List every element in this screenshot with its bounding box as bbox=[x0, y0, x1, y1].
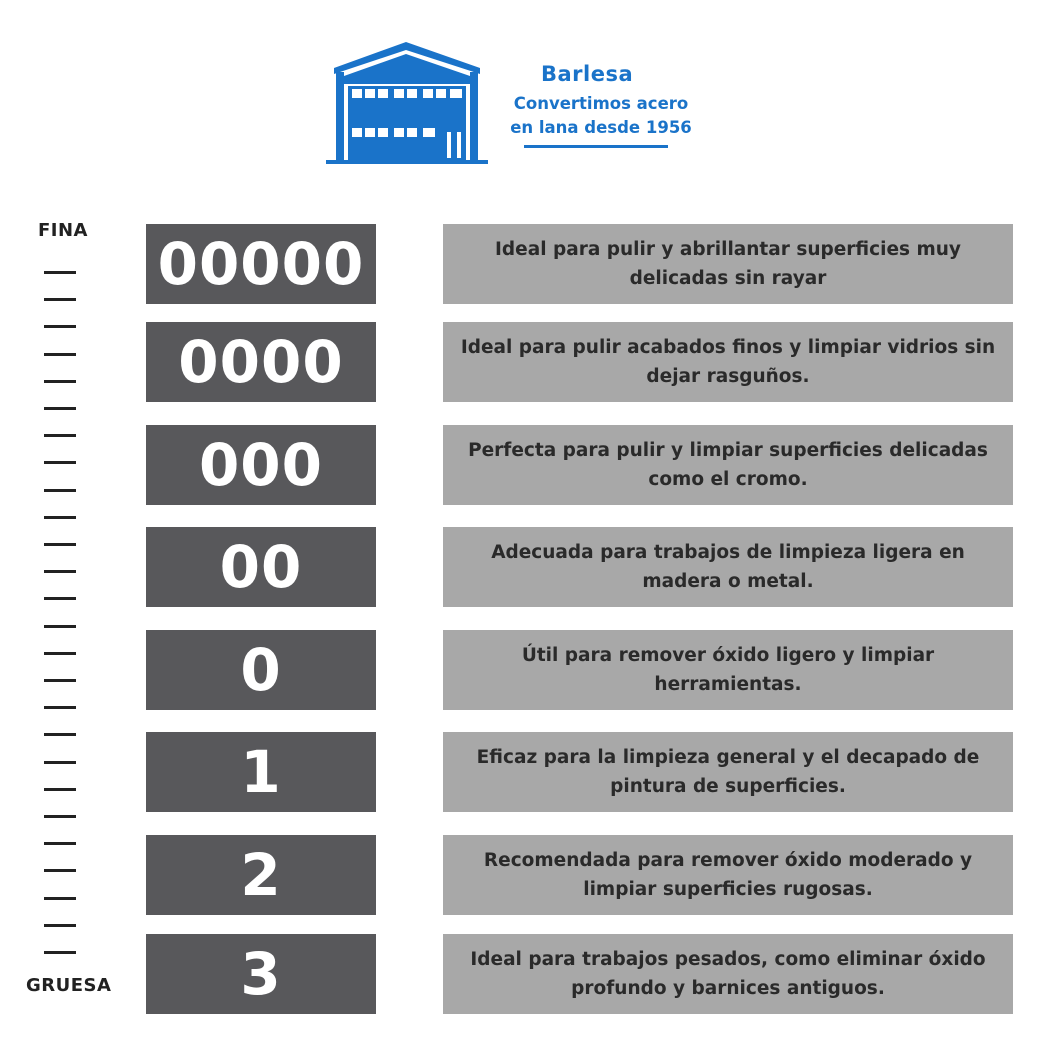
brand-tagline-line-2: en lana desde 1956 bbox=[510, 118, 692, 137]
scale-tick bbox=[44, 543, 76, 546]
scale-tick bbox=[44, 325, 76, 328]
brand-logo bbox=[326, 40, 706, 170]
factory-building-icon bbox=[326, 40, 491, 168]
grade-description-0000: Ideal para pulir acabados finos y limpiar vidrios sin dejar rasguños. bbox=[443, 322, 1013, 402]
scale-tick bbox=[44, 625, 76, 628]
scale-tick bbox=[44, 679, 76, 682]
grade-description-3: Ideal para trabajos pesados, como eliminar óxido profundo y barnices antiguos. bbox=[443, 934, 1013, 1014]
grade-description-000: Perfecta para pulir y limpiar superficies delicadas como el cromo. bbox=[443, 425, 1013, 505]
grade-description-1: Eficaz para la limpieza general y el decapado de pintura de superficies. bbox=[443, 732, 1013, 812]
grade-description-0: Útil para remover óxido ligero y limpiar herramientas. bbox=[443, 630, 1013, 710]
grade-box-00000: 00000 bbox=[146, 224, 376, 304]
grade-box-0000: 0000 bbox=[146, 322, 376, 402]
scale-tick bbox=[44, 489, 76, 492]
scale-tick bbox=[44, 788, 76, 791]
scale-tick bbox=[44, 706, 76, 709]
scale-label-fine: FINA bbox=[38, 220, 88, 241]
grade-box-00: 00 bbox=[146, 527, 376, 607]
grade-box-000: 000 bbox=[146, 425, 376, 505]
brand-tagline-line-1: Convertimos acero bbox=[513, 94, 689, 113]
scale-tick bbox=[44, 353, 76, 356]
scale-tick bbox=[44, 271, 76, 274]
scale-tick bbox=[44, 815, 76, 818]
grade-description-00: Adecuada para trabajos de limpieza ligera en madera o metal. bbox=[443, 527, 1013, 607]
brand-name: Barlesa bbox=[541, 62, 634, 86]
scale-tick bbox=[44, 733, 76, 736]
brand-underline bbox=[524, 145, 668, 148]
brand-tagline bbox=[501, 92, 701, 140]
grade-box-0: 0 bbox=[146, 630, 376, 710]
scale-tick bbox=[44, 597, 76, 600]
scale-tick bbox=[44, 407, 76, 410]
scale-tick bbox=[44, 434, 76, 437]
scale-tick bbox=[44, 380, 76, 383]
scale-tick bbox=[44, 842, 76, 845]
grade-box-2: 2 bbox=[146, 835, 376, 915]
grade-box-1: 1 bbox=[146, 732, 376, 812]
grade-description-2: Recomendada para remover óxido moderado y limpiar superficies rugosas. bbox=[443, 835, 1013, 915]
scale-tick bbox=[44, 652, 76, 655]
scale-tick bbox=[44, 761, 76, 764]
scale-tick bbox=[44, 897, 76, 900]
scale-label-coarse: GRUESA bbox=[26, 975, 112, 996]
grade-box-3: 3 bbox=[146, 934, 376, 1014]
scale-tick bbox=[44, 570, 76, 573]
scale-tick bbox=[44, 298, 76, 301]
grade-description-00000: Ideal para pulir y abrillantar superficies muy delicadas sin rayar bbox=[443, 224, 1013, 304]
scale-tick bbox=[44, 924, 76, 927]
scale-tick bbox=[44, 869, 76, 872]
scale-tick bbox=[44, 461, 76, 464]
scale-tick bbox=[44, 951, 76, 954]
scale-tick bbox=[44, 516, 76, 519]
